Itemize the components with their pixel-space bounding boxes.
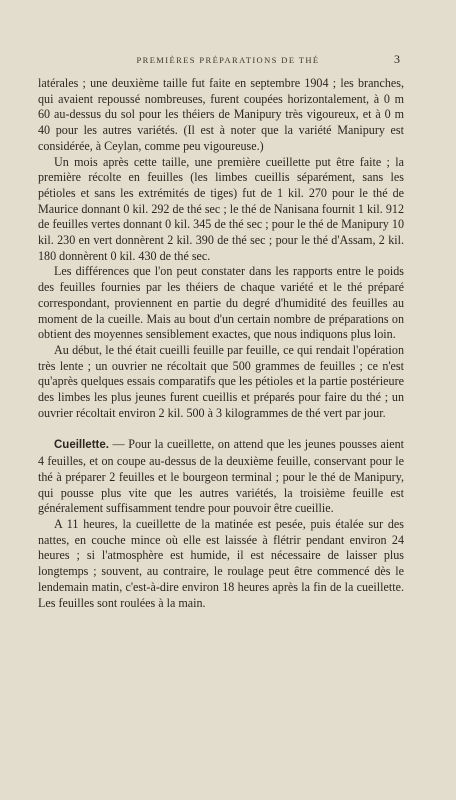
paragraph-6: A 11 heures, la cueillette de la matinée est pesée, puis étalée sur des nattes, en couche mince où elle est laissée à flétrir pendant environ 24 heures ; si l'atmosphère est humide, il est nécessaire de laisser plus longtemps ; souvent, au contraire, le roulage peut être commencé dès le lendemain matin, c'est-à-dire environ 18 heures après la fin de la cueillette. Les feuilles sont roulées à la main. <box>38 516 404 610</box>
page-number: 3 <box>394 52 400 66</box>
section-dash: — <box>108 437 129 452</box>
paragraph-5 <box>38 437 404 517</box>
paragraph-1: latérales ; une deuxième taille fut faite en septembre 1904 ; les branches, qui avaient repoussé nombreuses, furent coupées horizontalement, à 0 m 60 au-dessus du sol pour les théiers de Manipury très vigoureux, et à 0 m 40 pour les autres variétés. (Il est à noter que la variété Manipury est considérée, à Ceylan, comme peu vigoureuse.) <box>38 76 404 153</box>
paragraph-5-text: Pour la cueillette, on attend que les jeunes pousses aient 4 feuilles, et on coupe au-dessus de la deuxième feuille, conservant pour le thé à préparer 2 feuilles et le bourgeon terminal ; pour le thé de Manipury, qui pousse plus vite que les autres variétés, la troisième feuille est généralement suffisamment tendre pour pouvoir être cueillie. <box>38 437 404 516</box>
section-heading-cueillette: Cueillette. <box>54 439 109 452</box>
body-text <box>38 76 404 611</box>
running-title: PREMIÈRES PRÉPARATIONS DE THÉ <box>136 55 320 65</box>
paragraph-2: Un mois après cette taille, une première cueillette put être faite ; la première récolte en feuilles (les limbes cueillis séparément, sans les pétioles et sans les extrémités de tiges) fut de 1 kil. 270 pour le thé de Maurice donnant 0 kil. 292 de thé sec ; le thé de Nanisana fournit 1 kil. 912 de feuilles vertes donnant 0 kil. 345 de thé sec ; pour le thé de Manipury 10 kil. 230 en vert donnèrent 2 kil. 390 de thé sec ; pour le thé d'Assam, 2 kil. 180 donnèrent 0 kil. 430 de thé sec. <box>38 154 404 263</box>
paragraph-4: Au début, le thé était cueilli feuille par feuille, ce qui rendait l'opération très lente ; un ouvrier ne récoltait que 500 grammes de feuilles ; ce n'est qu'après quelques essais comparatifs que les pétioles et la partie postérieure des limbes les plus jeunes furent cueillis et préparés pour faire du thé ; un ouvrier récoltait environ 2 kil. 500 à 3 kilogrammes de thé vert par jour. <box>38 342 404 420</box>
section-spacer <box>38 421 404 437</box>
paragraph-3: Les différences que l'on peut constater dans les rapports entre le poids des feuilles fournies par les théiers de chaque variété et le thé préparé correspondant, proviennent en partie du degré d'humidité des feuilles au moment de la cueille. Mais au bout d'un certain nombre de préparations on obtient des moyennes sensiblement exactes, que nous indiquons plus loin. <box>38 264 404 342</box>
